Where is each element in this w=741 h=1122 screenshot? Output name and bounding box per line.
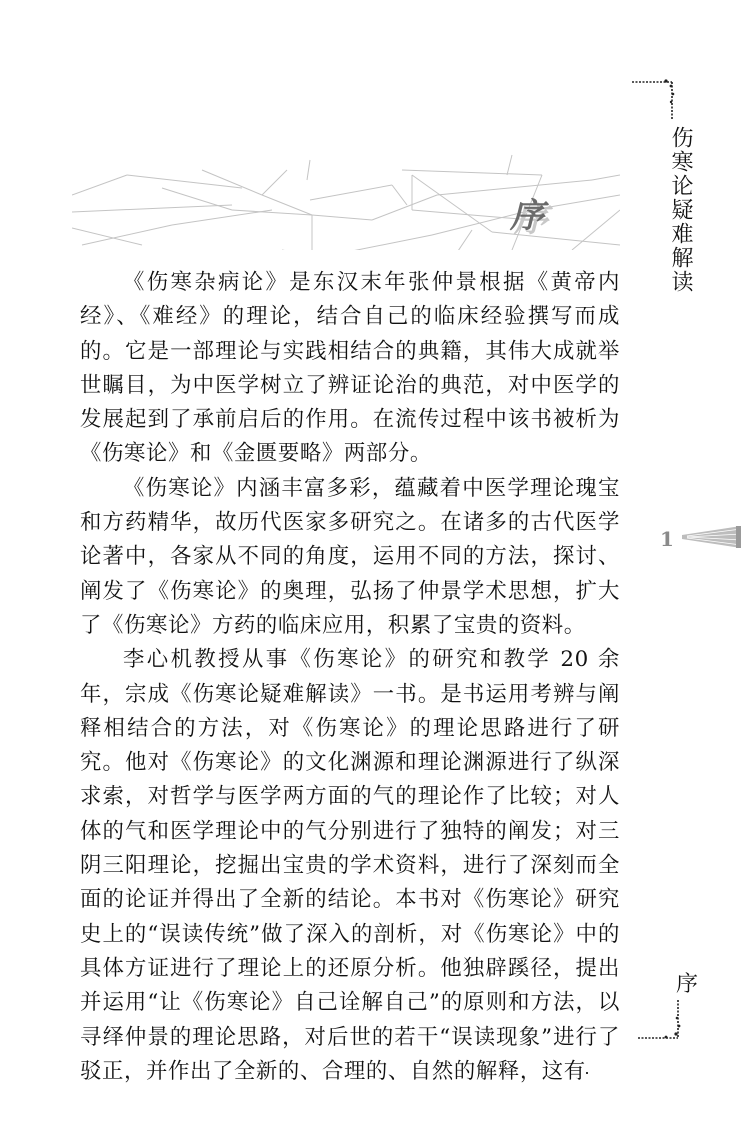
paragraph: 《伤寒论》内涵丰富多彩，蕴藏着中医学理论瑰宝和方药精华，故历代医家多研究之。在诸多的古代医学论著中，各家从不同的角度，运用不同的方法，探讨、阐发了《伤寒论》的奥理，弘扬了仲景学术思想，扩大了《伤寒论》方药的临床应用，积累了宝贵的资料。: [80, 475, 620, 638]
page-number: 1: [660, 527, 674, 551]
body-text: [80, 266, 620, 1089]
print-speck: [586, 1072, 588, 1074]
running-header-book-title: 伤寒论疑难解读: [668, 126, 693, 294]
chapter-title: 序: [510, 196, 544, 236]
running-header-chapter-label: 序: [676, 972, 699, 997]
corner-ornament-bottom-icon: [636, 996, 686, 1046]
corner-ornament-top-icon: [632, 74, 682, 124]
paragraph: 李心机教授从事《伤寒论》的研究和教学 20 余年，宗成《伤寒论疑难解读》一书。是书运用考辨与阐释相结合的方法，对《伤寒论》的理论思路进行了研究。他对《伤寒论》的文化渊源和理论渊源进行了纵深求索，对哲学与医学两方面的气的理论作了比较；对人体的气和医学理论中的气分别进行了独特的阐发；对三阴三阳理论，挖掘出宝贵的学术资料，进行了深刻而全面的论证并得出了全新的结论。本书对《伤寒论》研究史上的“误读传统”做了深入的剖析，对《伤寒论》中的具体方证进行了理论上的还原分析。他独辟蹊径，提出并运用“让《伤寒论》自己诠解自己”的原则和方法，以寻绎仲景的理论思路，对后世的若干“误读现象”进行了驳正，并作出了全新的、合理的、自然的解释，这有: [80, 647, 620, 1084]
page-number-wedge-decoration: [682, 526, 741, 548]
paragraph: 《伤寒杂病论》是东汉末年张仲景根据《黄帝内经》、《难经》的理论，结合自己的临床经验撰写而成的。它是一部理论与实践相结合的典籍，其伟大成就举世瞩目，为中医学树立了辨证论治的典范，对中医学的发展起到了承前启后的作用。在流传过程中该书被析为《伤寒论》和《金匮要略》两部分。: [80, 270, 620, 467]
